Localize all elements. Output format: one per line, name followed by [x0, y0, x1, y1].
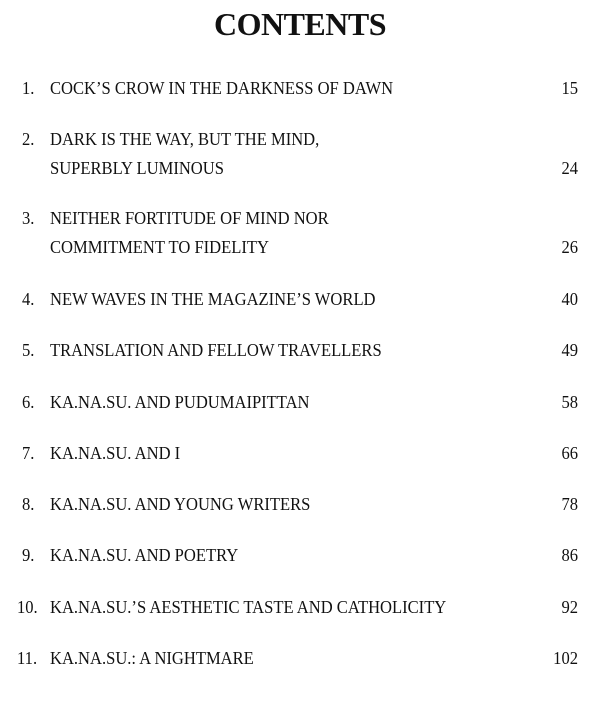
entry-title-line: COMMITMENT TO FIDELITY: [50, 237, 269, 257]
entry-title-line: KA.NA.SU.: A NIGHTMARE: [50, 648, 254, 668]
entry-title-line: KA.NA.SU. AND YOUNG WRITERS: [50, 494, 311, 514]
entry-number: 1.: [22, 78, 35, 98]
entry-title: [50, 336, 382, 365]
entry-page-number: 49: [561, 340, 578, 360]
entry-title-line: TRANSLATION AND FELLOW TRAVELLERS: [50, 340, 382, 360]
entry-title-line: DARK IS THE WAY, BUT THE MIND,: [50, 129, 320, 149]
entry-number: 7.: [22, 443, 35, 463]
entry-number: 6.: [22, 392, 35, 412]
entry-page-number: 78: [561, 494, 578, 514]
entry-title: [50, 388, 310, 417]
entry-page-number: 15: [561, 78, 578, 98]
entry-number: 11.: [17, 648, 38, 668]
entry-title: [50, 74, 393, 103]
entry-title-line: SUPERBLY LUMINOUS: [50, 158, 224, 178]
entry-number: 3.: [22, 208, 35, 228]
entry-number: 4.: [22, 289, 35, 309]
entry-number: 9.: [22, 545, 35, 565]
entry-page-number: 58: [561, 392, 578, 412]
toc-entry: [0, 125, 600, 185]
toc-entry: [0, 204, 600, 264]
page-title: CONTENTS: [213, 6, 387, 42]
toc-entry: [0, 541, 600, 601]
entry-title: [50, 490, 310, 519]
entry-title-line: KA.NA.SU. AND I: [50, 443, 181, 463]
entry-title-line: NEITHER FORTITUDE OF MIND NOR: [50, 208, 329, 228]
entry-title: [50, 439, 180, 468]
entry-title-line: KA.NA.SU. AND PUDUMAIPITTAN: [50, 392, 310, 412]
entry-title-line: KA.NA.SU. AND POETRY: [50, 545, 239, 565]
entry-page-number: 86: [561, 545, 578, 565]
toc-entry: [0, 336, 600, 396]
entry-title: [50, 593, 446, 622]
entry-title: [50, 285, 376, 314]
entry-title-line: KA.NA.SU.’S AESTHETIC TASTE AND CATHOLICITY: [50, 597, 447, 617]
entry-page-number: 102: [553, 648, 578, 668]
entry-page-number: 66: [561, 443, 578, 463]
entry-title: [50, 644, 254, 673]
entry-page-number: 24: [561, 158, 578, 178]
entry-number: 8.: [22, 494, 35, 514]
entry-title: [50, 204, 329, 262]
entry-title-line: NEW WAVES IN THE MAGAZINE’S WORLD: [50, 289, 376, 309]
entry-title: [50, 125, 319, 183]
toc-entry: [0, 644, 600, 704]
entry-number: 2.: [22, 129, 35, 149]
entry-title-line: COCK’S CROW IN THE DARKNESS OF DAWN: [50, 78, 394, 98]
entry-number: 5.: [22, 340, 35, 360]
entry-title: [50, 541, 238, 570]
entry-page-number: 26: [561, 237, 578, 257]
entry-page-number: 40: [561, 289, 578, 309]
entry-page-number: 92: [561, 597, 578, 617]
entry-number: 10.: [17, 597, 38, 617]
